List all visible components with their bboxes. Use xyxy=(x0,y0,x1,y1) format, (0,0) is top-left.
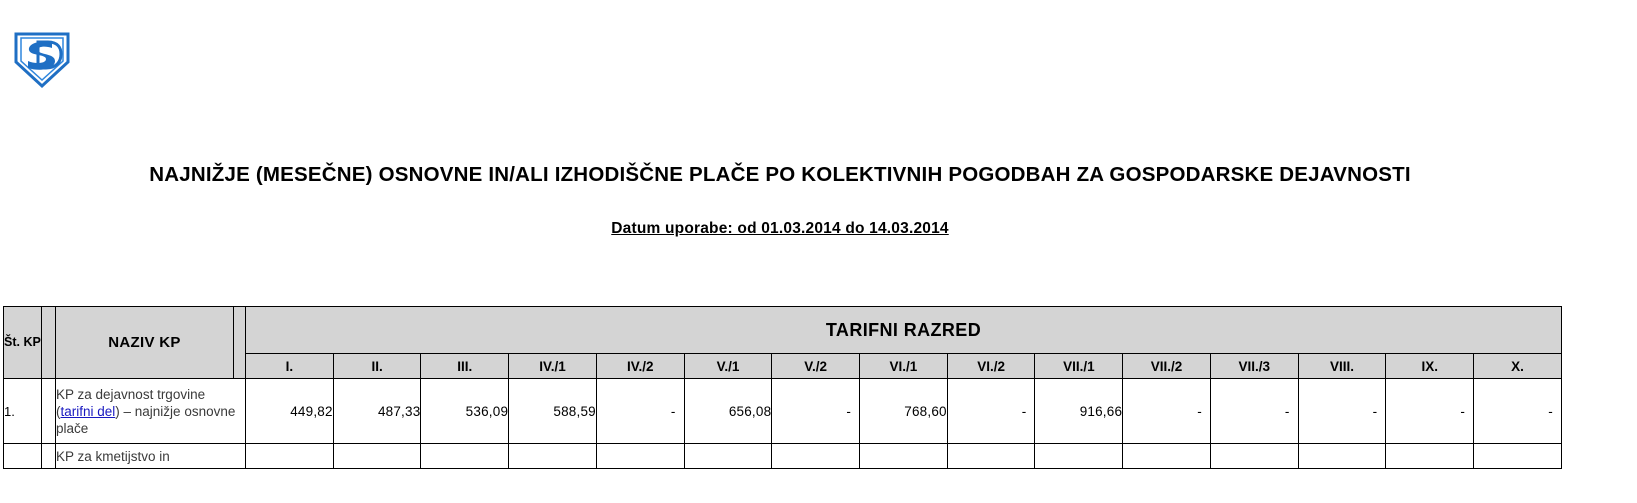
row-value-3: 536,09 xyxy=(421,379,509,444)
row-value-14: - xyxy=(1386,379,1474,444)
row-value-5: - xyxy=(596,379,684,444)
row-value-6: 656,08 xyxy=(684,379,772,444)
grade-header-10: VII./1 xyxy=(1035,354,1123,379)
header-tarifni-razred: TARIFNI RAZRED xyxy=(246,307,1562,354)
row-value-15 xyxy=(1474,444,1562,469)
grade-header-7: V./2 xyxy=(772,354,860,379)
page-title: NAJNIŽJE (MESEČNE) OSNOVNE IN/ALI IZHODIŠČNE PLAČE PO KOLEKTIVNIH POGODBAH ZA GOSPODARSKE DEJAVNOSTI xyxy=(149,163,1411,186)
row-value-1: 449,82 xyxy=(246,379,334,444)
company-logo xyxy=(8,28,88,90)
table-row xyxy=(4,444,1562,469)
row-value-7 xyxy=(772,444,860,469)
row-value-3 xyxy=(421,444,509,469)
row-value-6 xyxy=(684,444,772,469)
grade-header-15: X. xyxy=(1474,354,1562,379)
grade-header-2: II. xyxy=(333,354,421,379)
grade-header-11: VII./2 xyxy=(1123,354,1211,379)
tarifni-del-link[interactable]: tarifni del xyxy=(60,403,116,419)
row-number: 1. xyxy=(4,379,42,444)
header-naziv-kp: NAZIV KP xyxy=(56,307,234,379)
wage-table-container xyxy=(3,306,1637,469)
row-value-4 xyxy=(509,444,597,469)
row-value-7: - xyxy=(772,379,860,444)
row-spacer-left xyxy=(42,444,56,469)
row-value-13 xyxy=(1298,444,1386,469)
row-kp-name-prefix: KP za dejavnost trgovine ( xyxy=(56,386,206,419)
row-value-1 xyxy=(246,444,334,469)
row-kp-name-suffix: ) – najnižje osnovne plače xyxy=(56,403,236,436)
row-number xyxy=(4,444,42,469)
row-value-8: 768,60 xyxy=(860,379,948,444)
table-row xyxy=(4,379,1562,444)
row-value-5 xyxy=(596,444,684,469)
header-spacer-left xyxy=(42,307,56,379)
document-subtitle: Datum uporabe: od 01.03.2014 do 14.03.2014 xyxy=(611,220,949,237)
row-value-9: - xyxy=(947,379,1035,444)
row-value-2 xyxy=(333,444,421,469)
sd-shield-logo-icon xyxy=(8,28,88,90)
row-value-10 xyxy=(1035,444,1123,469)
row-kp-name: KP za kmetijstvo in xyxy=(56,444,246,469)
row-value-8 xyxy=(860,444,948,469)
header-st-kp: Št. KP xyxy=(4,307,42,379)
row-value-14 xyxy=(1386,444,1474,469)
grade-header-1: I. xyxy=(246,354,334,379)
grade-header-9: VI./2 xyxy=(947,354,1035,379)
grade-header-5: IV./2 xyxy=(596,354,684,379)
row-value-10: 916,66 xyxy=(1035,379,1123,444)
grade-header-4: IV./1 xyxy=(509,354,597,379)
grade-header-14: IX. xyxy=(1386,354,1474,379)
row-value-9 xyxy=(947,444,1035,469)
row-value-4: 588,59 xyxy=(509,379,597,444)
grade-header-12: VII./3 xyxy=(1210,354,1298,379)
row-spacer-left xyxy=(42,379,56,444)
row-value-2: 487,33 xyxy=(333,379,421,444)
title-block xyxy=(0,158,1560,238)
wage-table xyxy=(3,306,1562,469)
row-value-13: - xyxy=(1298,379,1386,444)
row-kp-name xyxy=(56,379,246,444)
grade-header-13: VIII. xyxy=(1298,354,1386,379)
grade-header-6: V./1 xyxy=(684,354,772,379)
table-header-row-top xyxy=(4,307,1562,354)
grade-header-3: III. xyxy=(421,354,509,379)
row-value-11: - xyxy=(1123,379,1211,444)
grade-header-8: VI./1 xyxy=(860,354,948,379)
header-spacer-right xyxy=(234,307,246,379)
row-value-12: - xyxy=(1210,379,1298,444)
row-value-11 xyxy=(1123,444,1211,469)
row-value-15: - xyxy=(1474,379,1562,444)
row-value-12 xyxy=(1210,444,1298,469)
